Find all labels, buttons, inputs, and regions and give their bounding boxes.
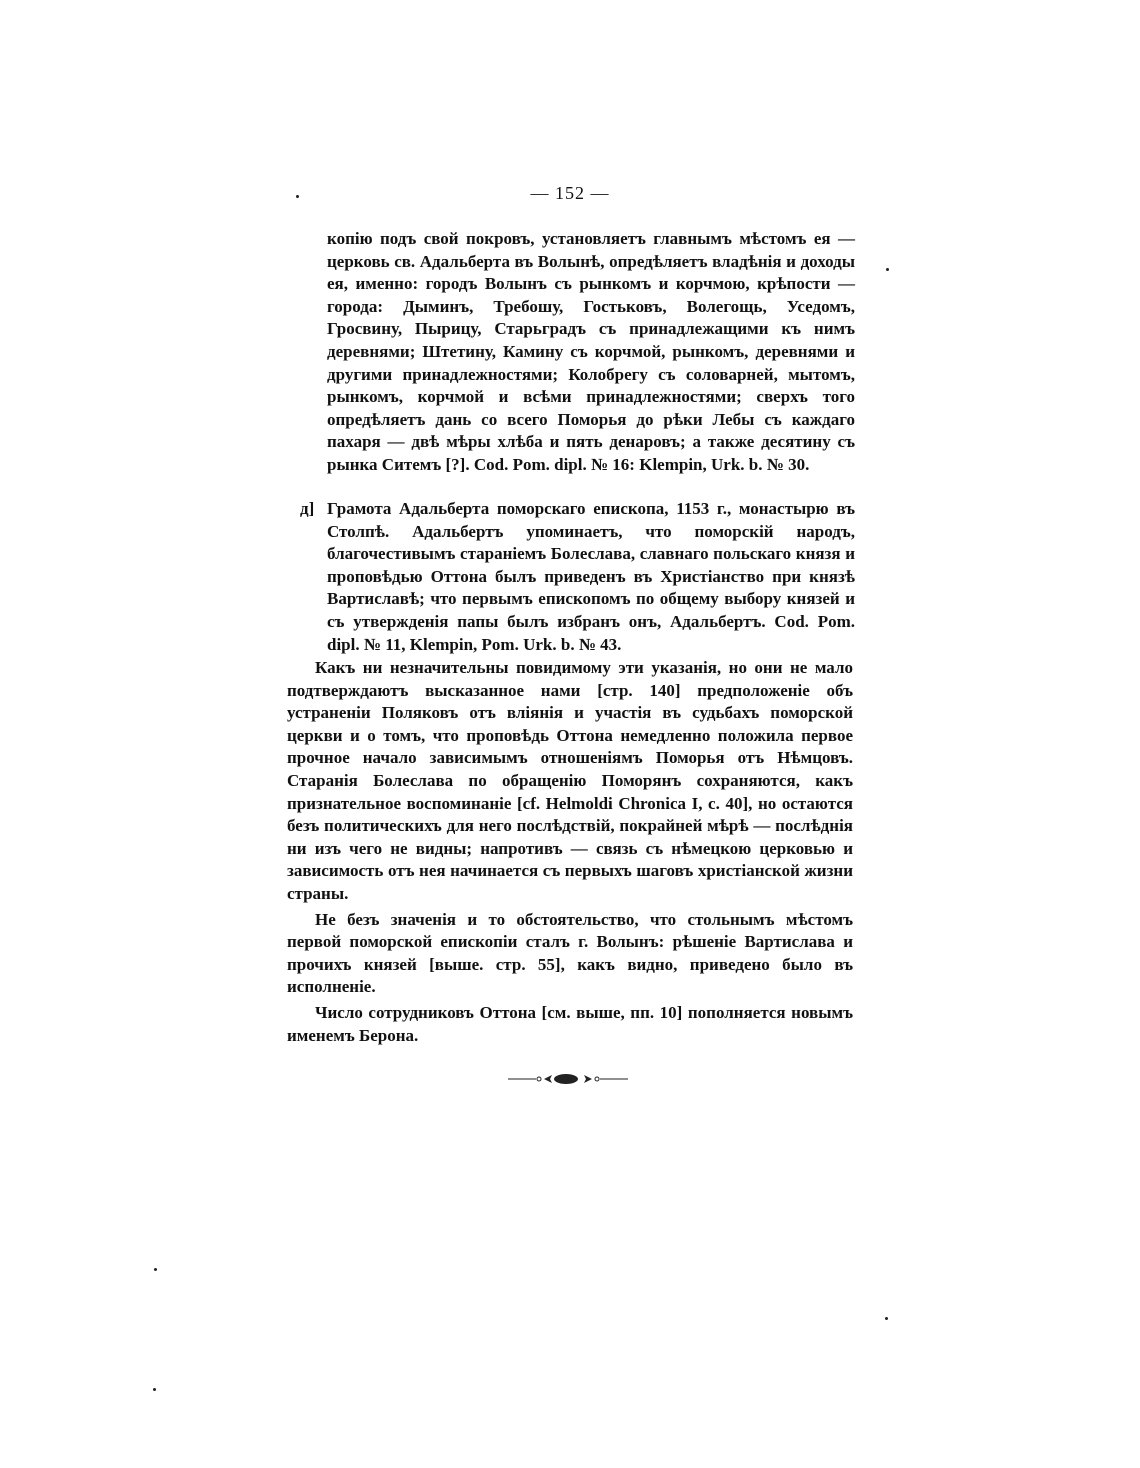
scan-speck bbox=[154, 1268, 157, 1271]
main-text bbox=[287, 657, 853, 1050]
scan-speck bbox=[296, 195, 299, 198]
citation-body: Грамота Адальберта поморскаго епископа, 1153 г., монастырю въ Столпѣ. Адальбертъ упоминаетъ, что поморскій народъ, благочестивымъ стараніемъ Болеслава, славнаго польскаго князя и проповѣдью Оттона былъ приведенъ въ Христіанство при князѣ Вартиславѣ; что первымъ епископомъ по общему выбору князей и съ утвержденія папы былъ избранъ онъ, Адальбертъ. Cod. Pom. dipl. № 11, Klempin, Pom. Urk. b. № 43. bbox=[327, 499, 855, 654]
paragraph: Не безъ значенія и то обстоятельство, что стольнымъ мѣстомъ первой поморской епископіи сталъ г. Волынъ: рѣшеніе Вартислава и прочихъ князей [выше. стр. 55], какъ видно, приведено было въ исполненіе. bbox=[287, 909, 853, 997]
citation-block-c: копію подъ свой покровъ, установляетъ главнымъ мѣстомъ ея — церковь св. Адальберта въ Волынѣ, опредѣляетъ владѣнія и доходы ея, именно: городъ Волынъ съ рынкомъ и корчмою, крѣпости — города: Дыминъ, Требошу, Гостьковъ, Волегощь, Уседомъ, Гросвину, Пырицу, Старьградъ съ принадлежащими къ нимъ деревнями; Штетину, Камину съ корчмой, рынкомъ, деревнями и другими принадлежностями; Колобрегу съ соловарней, мытомъ, рынкомъ, корчмой и всѣми принадлежностями; сверхъ того опредѣляетъ дань со всего Поморья до рѣки Лебы съ каждаго пахаря — двѣ мѣры хлѣба и пять денаровъ; а также десятину съ рынка Ситемъ [?]. Cod. Pom. dipl. № 16: Klempin, Urk. b. № 30. bbox=[327, 229, 855, 474]
page-number: — 152 — bbox=[530, 183, 610, 203]
citation-marker: д] bbox=[300, 499, 315, 518]
paragraph: Число сотрудниковъ Оттона [см. выше, пп. 10] пополняется новымъ именемъ Берона. bbox=[287, 1002, 853, 1045]
scan-speck bbox=[886, 268, 889, 271]
paragraph: Какъ ни незначительны повидимому эти указанія, но они не мало подтверждаютъ высказанное нами [стр. 140] предположеніе объ устраненіи Поляковъ отъ вліянія и участія въ судьбахъ поморской церкви и о томъ, что проповѣдь Оттона немедленно положила первое прочное начало зависимымъ отношеніямъ Поморья отъ Нѣмцовъ. Старанія Болеслава по обращенію Поморянъ сохраняются, какъ признательное воспоминаніе [cf. Helmoldi Chronica I, c. 40], но остаются безъ политическихъ для него послѣдствій, покрайней мѣрѣ — послѣднія ни изъ чего не видны; напротивъ — связь съ нѣмецкою церковью и зависимость отъ нея начинается съ первыхъ шаговъ христіанской жизни страны. bbox=[287, 658, 853, 903]
scan-speck bbox=[153, 1388, 156, 1391]
ornament-divider bbox=[508, 1071, 628, 1087]
citation-block-d bbox=[300, 498, 855, 656]
scan-speck bbox=[885, 1317, 888, 1320]
